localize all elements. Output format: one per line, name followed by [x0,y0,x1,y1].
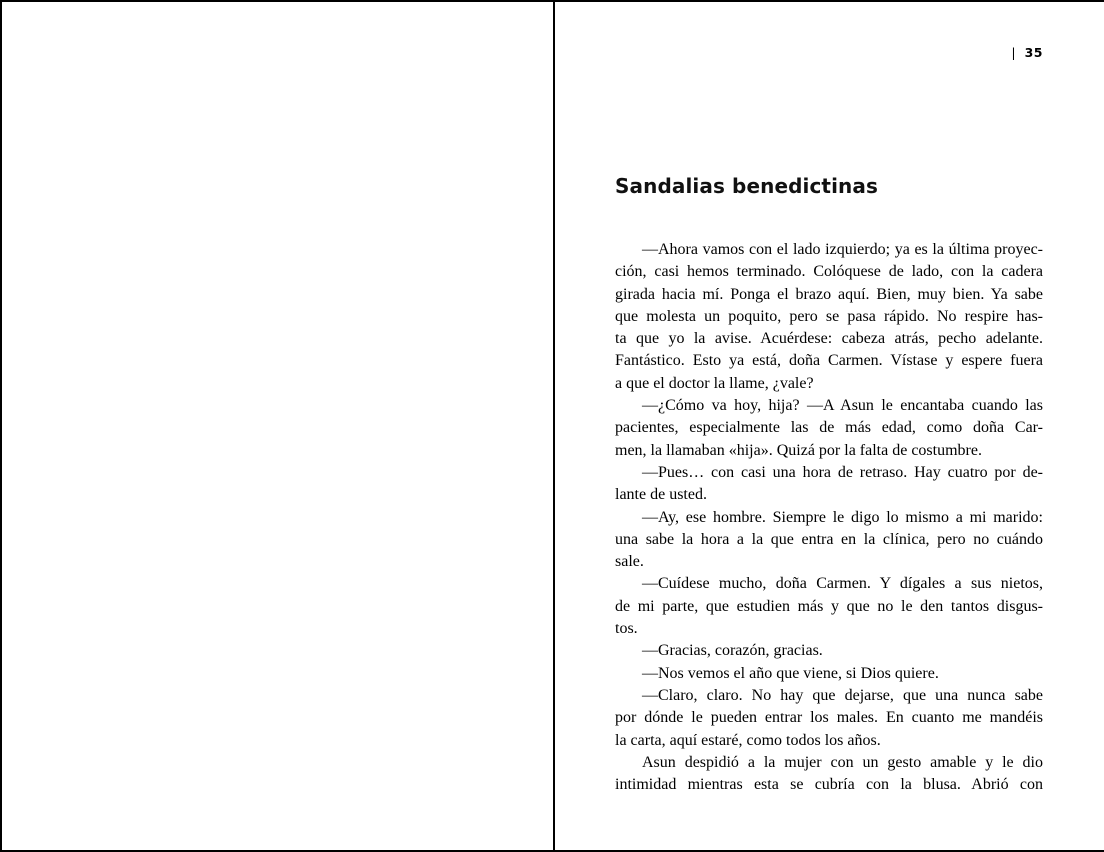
text-line: —Nos vemos el año que viene, si Dios quiere. [642,664,939,682]
text-line: —Ahora vamos con el lado izquierdo; ya es la última proyec- [642,241,1043,258]
text-line: tos. [615,620,638,638]
text-line: una sabe la hora a la que entra en la clínica, pero no cuándo [615,530,1043,548]
text-line: por dónde le pueden entrar los males. En cuanto me mandéis [615,709,1043,727]
text-line: —Ay, ese hombre. Siempre le digo lo mismo a mi marido: [642,508,1043,526]
text-line: Asun despidió a la mujer con un gesto amable y le dio [642,753,1043,771]
text-line: ta que yo la avise. Acuérdese: cabeza atrás, pecho adelante. [615,330,1043,348]
text-line: —Cuídese mucho, doña Carmen. Y dígales a sus nietos, [642,575,1043,593]
text-line: —Claro, claro. No hay que dejarse, que una nunca sabe [642,686,1043,704]
body-text [615,239,1043,796]
text-line: sale. [615,553,644,571]
page-number-block [615,45,1043,60]
page-number: 35 [1024,45,1043,60]
text-line: —Gracias, corazón, gracias. [642,642,823,660]
page-number-separator: | [1011,45,1016,60]
text-line: men, la llamaban «hija». Quizá por la falta de costumbre. [615,441,982,459]
text-line: —Pues… con casi una hora de retraso. Hay cuatro por de- [642,463,1043,481]
text-line: ción, casi hemos terminado. Colóquese de lado, con la cadera [615,263,1043,281]
text-line: la carta, aquí estaré, como todos los años. [615,731,881,749]
text-line: de mi parte, que estudien más y que no le den tantos disgus- [615,597,1043,615]
text-line: Fantástico. Esto ya está, doña Carmen. Vístase y espere fuera [615,352,1043,370]
text-line: —¿Cómo va hoy, hija? —A Asun le encantaba cuando las [642,397,1043,415]
text-line: girada hacia mí. Ponga el brazo aquí. Bien, muy bien. Ya sabe [615,285,1043,303]
text-line: a que el doctor la llame, ¿vale? [615,374,814,392]
text-line: lante de usted. [615,486,707,504]
text-line: pacientes, especialmente las de más edad, como doña Car- [615,419,1043,437]
chapter-title: Sandalias benedictinas [615,174,878,198]
text-line: intimidad mientras esta se cubría con la blusa. Abrió con [615,776,1043,794]
right-page [555,2,1104,852]
text-line: que molesta un poquito, pero se pasa rápido. No respire has- [615,307,1043,325]
left-page-blank [2,2,553,852]
